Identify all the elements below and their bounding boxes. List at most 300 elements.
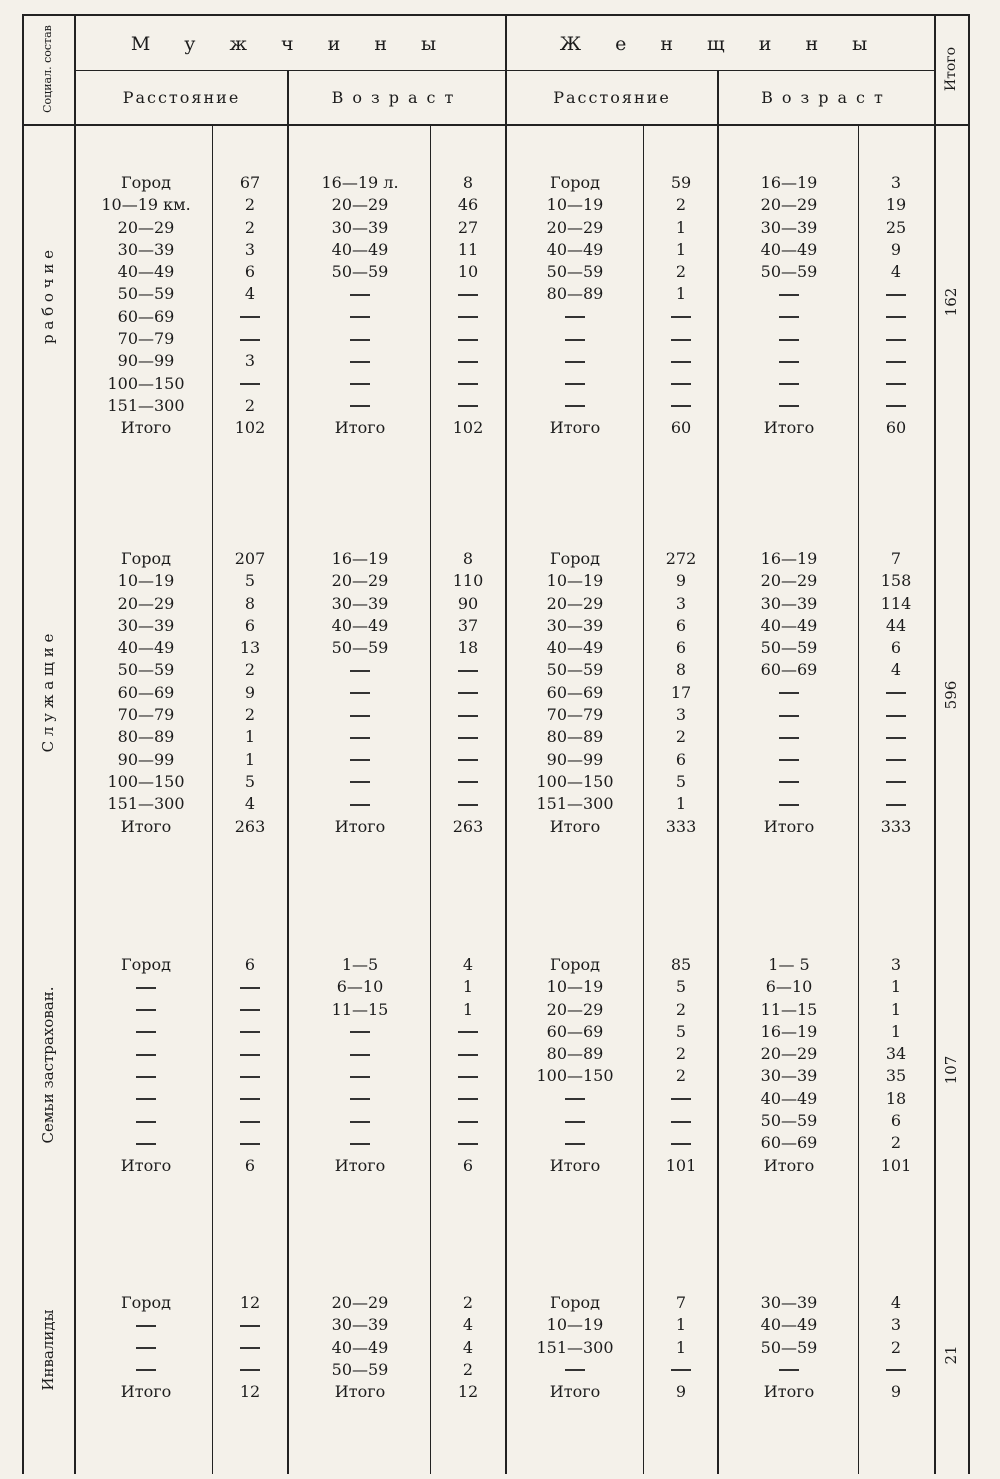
value-column [860, 1292, 932, 1403]
count-value: 4 [244, 794, 256, 814]
count-value: 8 [462, 549, 474, 568]
count-value: 4 [890, 1293, 902, 1312]
dash-mark [350, 1031, 370, 1033]
dash-mark [240, 316, 260, 318]
total-label: Итого [549, 1155, 601, 1175]
count-value [860, 682, 932, 704]
count-value: 6 [244, 955, 256, 974]
range-label: 151—300 [536, 1337, 614, 1357]
dash-mark [350, 405, 370, 407]
rule-women [505, 14, 507, 1474]
dash-mark [886, 383, 906, 385]
count-value: 2 [675, 262, 687, 282]
range-label [720, 373, 858, 395]
rule-men-age-split [430, 124, 431, 1474]
section-total: 162 [942, 287, 960, 317]
count-value: 5 [244, 571, 256, 591]
dash-mark [779, 383, 799, 385]
range-label: 11—15 [331, 999, 389, 1019]
range-label [290, 1132, 430, 1154]
count-value [214, 1359, 286, 1381]
count-value [432, 1088, 504, 1110]
count-value [432, 749, 504, 771]
dash-mark [886, 361, 906, 363]
label-column [508, 954, 642, 1177]
count-value: 3 [675, 593, 687, 613]
count-value: 1 [244, 727, 256, 747]
range-label [290, 373, 430, 395]
range-label: 80—89 [546, 727, 604, 747]
dash-mark [779, 715, 799, 717]
dash-mark [458, 1121, 478, 1123]
dash-mark [565, 1121, 585, 1123]
range-label: 40—49 [760, 1088, 818, 1108]
range-label: 100—150 [107, 373, 185, 393]
count-value [432, 1043, 504, 1065]
range-label: 40—49 [331, 1337, 389, 1357]
count-value: 6 [890, 1111, 902, 1131]
dash-mark [240, 1369, 260, 1371]
value-column [860, 548, 932, 838]
range-label: 80—89 [117, 727, 175, 747]
dash-mark [240, 1347, 260, 1349]
count-value: 4 [462, 1337, 474, 1357]
dash-mark [136, 1098, 156, 1100]
rule-men-dist-split [212, 124, 213, 1474]
label-column [290, 172, 430, 440]
total-value: 60 [670, 418, 692, 438]
dash-mark [136, 1054, 156, 1056]
dash-mark [458, 339, 478, 341]
count-value [214, 976, 286, 998]
dash-mark [240, 383, 260, 385]
total-label: Итого [763, 1382, 815, 1402]
total-label: Итого [549, 418, 601, 438]
count-value: 6 [675, 615, 687, 635]
rule-total [934, 14, 936, 1474]
label-column [80, 548, 212, 838]
dash-mark [136, 1076, 156, 1078]
count-value [860, 793, 932, 815]
range-label [290, 682, 430, 704]
dash-mark [350, 1076, 370, 1078]
count-value: 6 [244, 615, 256, 635]
range-label: 90—99 [546, 749, 604, 769]
rule-right [968, 14, 970, 1474]
count-value: 2 [675, 1044, 687, 1064]
total-label: Итого [549, 816, 601, 836]
rule-women-age [717, 70, 719, 1474]
range-label: 20—29 [331, 571, 389, 591]
label-column [720, 1292, 858, 1403]
range-label: 151—300 [107, 794, 185, 814]
range-label: 30—39 [760, 1293, 818, 1312]
range-label [290, 1088, 430, 1110]
count-value [432, 704, 504, 726]
range-label [720, 726, 858, 748]
dash-mark [350, 316, 370, 318]
dash-mark [886, 804, 906, 806]
range-label: 50—59 [331, 262, 389, 282]
range-label: 40—49 [117, 638, 175, 658]
range-label [290, 350, 430, 372]
range-label: 50—59 [546, 660, 604, 680]
dash-mark [458, 1098, 478, 1100]
total-value: 263 [234, 816, 266, 836]
label-column [720, 172, 858, 440]
dash-mark [136, 1347, 156, 1349]
dash-mark [136, 1031, 156, 1033]
range-label: 80—89 [546, 1044, 604, 1064]
label-column [80, 172, 212, 440]
count-value: 85 [670, 955, 692, 974]
dash-mark [240, 1031, 260, 1033]
dash-mark [136, 1325, 156, 1327]
count-value: 6 [890, 638, 902, 658]
range-label [508, 306, 642, 328]
range-label [508, 395, 642, 417]
count-value [860, 283, 932, 305]
dash-mark [779, 316, 799, 318]
range-label [80, 1359, 212, 1381]
dash-mark [779, 737, 799, 739]
dash-mark [458, 361, 478, 363]
dash-mark [886, 294, 906, 296]
header-men-age: Возраст [331, 87, 463, 107]
range-label: 30—39 [546, 615, 604, 635]
count-value: 3 [890, 955, 902, 974]
range-label [720, 793, 858, 815]
count-value: 5 [675, 771, 687, 791]
count-value [432, 659, 504, 681]
dash-mark [136, 1143, 156, 1145]
range-label: Город [121, 1293, 171, 1312]
count-value [860, 726, 932, 748]
label-column [720, 954, 858, 1177]
range-label: 20—29 [117, 593, 175, 613]
rule-top [22, 14, 970, 16]
range-label: 80—89 [546, 284, 604, 304]
range-label [720, 771, 858, 793]
count-value [214, 1021, 286, 1043]
count-value [432, 793, 504, 815]
dash-mark [671, 316, 691, 318]
label-column [80, 1292, 212, 1403]
range-label: 20—29 [117, 217, 175, 237]
range-label: 20—29 [760, 195, 818, 215]
dash-mark [240, 339, 260, 341]
range-label [508, 1132, 642, 1154]
dash-mark [350, 1143, 370, 1145]
count-value: 2 [244, 705, 256, 725]
count-value [432, 771, 504, 793]
dash-mark [779, 759, 799, 761]
range-label [508, 1110, 642, 1132]
dash-mark [240, 1121, 260, 1123]
dash-mark [350, 715, 370, 717]
range-label [290, 749, 430, 771]
dash-mark [458, 383, 478, 385]
range-label: 30—39 [117, 615, 175, 635]
count-value: 158 [880, 571, 912, 591]
count-value: 1 [675, 1337, 687, 1357]
dash-mark [671, 1098, 691, 1100]
count-value [645, 306, 717, 328]
range-label: 30—39 [760, 217, 818, 237]
count-value: 2 [244, 217, 256, 237]
range-label [720, 704, 858, 726]
range-label [80, 1132, 212, 1154]
count-value: 6 [244, 262, 256, 282]
count-value [645, 328, 717, 350]
count-value [432, 350, 504, 372]
range-label [508, 1088, 642, 1110]
count-value: 13 [239, 638, 261, 658]
total-value: 9 [675, 1382, 687, 1402]
dash-mark [671, 1369, 691, 1371]
label-column [80, 954, 212, 1177]
range-label: 70—79 [117, 329, 175, 349]
count-value: 4 [462, 1315, 474, 1335]
count-value: 37 [457, 615, 479, 635]
value-column [645, 172, 717, 440]
range-label: 90—99 [117, 351, 175, 371]
count-value [860, 749, 932, 771]
count-value [214, 373, 286, 395]
dash-mark [350, 781, 370, 783]
count-value [214, 1110, 286, 1132]
range-label: 40—49 [331, 615, 389, 635]
total-value: 6 [244, 1155, 256, 1175]
range-label: 40—49 [546, 239, 604, 259]
dash-mark [779, 294, 799, 296]
range-label: 60—69 [546, 1021, 604, 1041]
count-value: 27 [457, 217, 479, 237]
range-label [290, 771, 430, 793]
dash-mark [458, 781, 478, 783]
count-value: 17 [670, 682, 692, 702]
dash-mark [240, 1143, 260, 1145]
dash-mark [458, 294, 478, 296]
total-label: Итого [334, 1155, 386, 1175]
total-value: 60 [885, 418, 907, 438]
dash-mark [671, 405, 691, 407]
dash-mark [671, 1121, 691, 1123]
range-label [80, 1065, 212, 1087]
rule-women-dist-split [643, 124, 644, 1474]
count-value [860, 373, 932, 395]
dash-mark [779, 405, 799, 407]
dash-mark [779, 1369, 799, 1371]
range-label: 60—69 [760, 1133, 818, 1153]
range-label: 16—19 [331, 549, 389, 568]
count-value: 44 [885, 615, 907, 635]
count-value: 6 [675, 638, 687, 658]
total-value: 12 [239, 1382, 261, 1402]
dash-mark [671, 383, 691, 385]
range-label [80, 976, 212, 998]
count-value [214, 1043, 286, 1065]
count-value: 1 [675, 217, 687, 237]
count-value: 46 [457, 195, 479, 215]
rule-women-age-split [858, 124, 859, 1474]
range-label [290, 659, 430, 681]
section-name: С л у ж а щ и е [39, 633, 57, 753]
range-label [290, 328, 430, 350]
rule-social [74, 14, 76, 1474]
count-value [432, 726, 504, 748]
range-label: 30—39 [331, 1315, 389, 1335]
dash-mark [350, 804, 370, 806]
count-value [432, 373, 504, 395]
dash-mark [671, 361, 691, 363]
count-value: 114 [880, 593, 912, 613]
dash-mark [886, 692, 906, 694]
count-value: 6 [675, 749, 687, 769]
count-value [214, 328, 286, 350]
count-value: 3 [244, 351, 256, 371]
range-label: 50—59 [760, 638, 818, 658]
range-label: 60—69 [117, 306, 175, 326]
count-value [860, 395, 932, 417]
range-label: 40—49 [760, 1315, 818, 1335]
count-value: 1 [675, 1315, 687, 1335]
dash-mark [350, 1121, 370, 1123]
count-value [432, 328, 504, 350]
count-value: 35 [885, 1066, 907, 1086]
range-label: 100—150 [536, 1066, 614, 1086]
range-label: 50—59 [760, 262, 818, 282]
label-column [290, 954, 430, 1177]
dash-mark [565, 383, 585, 385]
count-value [432, 682, 504, 704]
count-value: 1 [890, 999, 902, 1019]
dash-mark [350, 670, 370, 672]
dash-mark [136, 1369, 156, 1371]
range-label: 30—39 [331, 593, 389, 613]
value-column [214, 548, 286, 838]
dash-mark [350, 361, 370, 363]
range-label [80, 1110, 212, 1132]
range-label [290, 793, 430, 815]
dash-mark [565, 1369, 585, 1371]
count-value: 18 [885, 1088, 907, 1108]
range-label: 6—10 [765, 977, 813, 997]
dash-mark [350, 759, 370, 761]
count-value [645, 1132, 717, 1154]
range-label: 40—49 [546, 638, 604, 658]
range-label: 11—15 [760, 999, 818, 1019]
total-value: 9 [890, 1382, 902, 1402]
total-value: 102 [234, 418, 266, 438]
dash-mark [458, 1054, 478, 1056]
range-label: 10—19 [546, 977, 604, 997]
count-value [214, 999, 286, 1021]
dash-mark [458, 405, 478, 407]
count-value: 2 [244, 395, 256, 415]
count-value: 2 [675, 727, 687, 747]
range-label: 20—29 [331, 195, 389, 215]
count-value [214, 1314, 286, 1336]
dash-mark [565, 1098, 585, 1100]
total-value: 333 [665, 816, 697, 836]
dash-mark [779, 804, 799, 806]
dash-mark [458, 1031, 478, 1033]
label-column [508, 548, 642, 838]
dash-mark [458, 1143, 478, 1145]
range-label: 40—49 [117, 262, 175, 282]
count-value: 2 [462, 1359, 474, 1379]
count-value: 3 [675, 705, 687, 725]
count-value [432, 306, 504, 328]
count-value: 3 [890, 173, 902, 192]
count-value [645, 395, 717, 417]
count-value: 5 [244, 771, 256, 791]
range-label: 151—300 [107, 395, 185, 415]
count-value: 18 [457, 638, 479, 658]
range-label: Город [550, 549, 600, 568]
count-value: 2 [462, 1293, 474, 1312]
dash-mark [240, 1009, 260, 1011]
count-value: 11 [457, 239, 479, 259]
total-label: Итого [334, 418, 386, 438]
dash-mark [136, 1121, 156, 1123]
range-label [290, 704, 430, 726]
count-value [860, 328, 932, 350]
range-label: 20—29 [760, 1044, 818, 1064]
total-label: Итого [763, 418, 815, 438]
dash-mark [458, 316, 478, 318]
count-value: 1 [675, 284, 687, 304]
count-value: 1 [462, 977, 474, 997]
range-label: 151—300 [536, 794, 614, 814]
count-value [860, 350, 932, 372]
count-value [214, 306, 286, 328]
section-name: р а б о ч и е [39, 250, 57, 345]
count-value: 7 [890, 549, 902, 568]
dash-mark [350, 1054, 370, 1056]
range-label: Город [550, 173, 600, 192]
range-label: 60—69 [760, 660, 818, 680]
count-value: 59 [670, 173, 692, 192]
range-label: Город [121, 549, 171, 568]
value-column [432, 1292, 504, 1403]
total-value: 6 [462, 1155, 474, 1175]
range-label [508, 350, 642, 372]
value-column [432, 172, 504, 440]
section-total: 596 [942, 680, 960, 710]
dash-mark [671, 1143, 691, 1145]
count-value: 2 [244, 195, 256, 215]
count-value: 8 [462, 173, 474, 192]
range-label [508, 1359, 642, 1381]
count-value [860, 1359, 932, 1381]
count-value: 12 [239, 1293, 261, 1312]
total-value: 102 [452, 418, 484, 438]
count-value: 4 [890, 262, 902, 282]
dash-mark [458, 737, 478, 739]
count-value: 90 [457, 593, 479, 613]
range-label [80, 1021, 212, 1043]
dash-mark [886, 1369, 906, 1371]
dash-mark [136, 1009, 156, 1011]
range-label [290, 726, 430, 748]
range-label [720, 350, 858, 372]
range-label [290, 306, 430, 328]
range-label: 100—150 [107, 771, 185, 791]
count-value: 9 [890, 239, 902, 259]
count-value: 5 [675, 1021, 687, 1041]
